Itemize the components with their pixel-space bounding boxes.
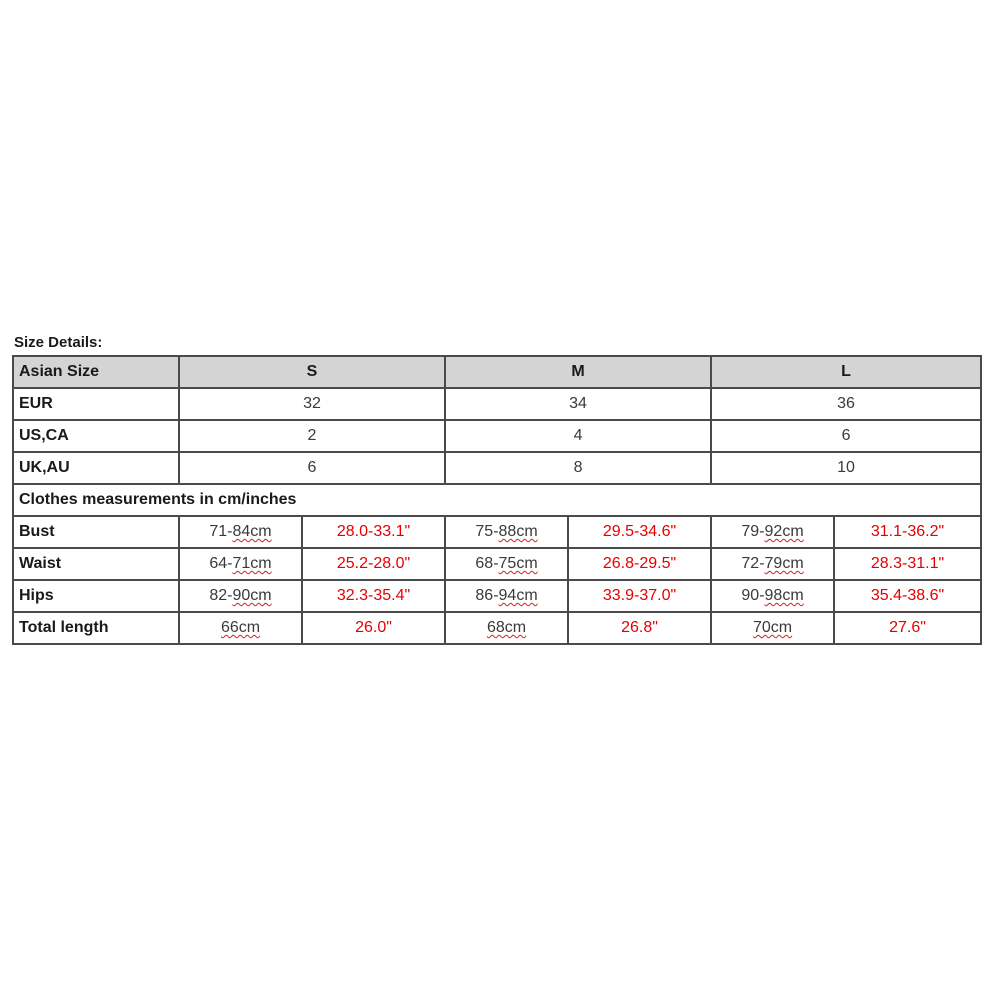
table-cell: 6	[711, 420, 981, 452]
inch-cell: 26.8-29.5"	[568, 548, 711, 580]
inch-cell: 31.1-36.2"	[834, 516, 981, 548]
size-l-header: L	[711, 356, 981, 388]
cm-value: 68cm	[486, 619, 527, 636]
row-label: US,CA	[13, 420, 179, 452]
cm-range-start: 90-	[741, 587, 765, 604]
section-label: Clothes measurements in cm/inches	[13, 484, 981, 516]
table-cell: 10	[711, 452, 981, 484]
inch-cell: 29.5-34.6"	[568, 516, 711, 548]
table-cell: 2	[179, 420, 445, 452]
size-m-header: M	[445, 356, 711, 388]
row-label: Hips	[13, 580, 179, 612]
inch-cell: 28.3-31.1"	[834, 548, 981, 580]
cm-cell	[179, 516, 302, 548]
inch-cell: 28.0-33.1"	[302, 516, 445, 548]
cm-range-start: 72-	[741, 555, 765, 572]
cm-range-end: 88cm	[498, 523, 538, 540]
cm-cell	[711, 580, 834, 612]
cm-range-start: 82-	[209, 587, 233, 604]
table-cell: 8	[445, 452, 711, 484]
table-cell: 6	[179, 452, 445, 484]
conversion-row-us-ca	[13, 420, 981, 452]
cm-range-start: 79-	[741, 523, 765, 540]
cm-range-start: 75-	[475, 523, 499, 540]
row-label: Bust	[13, 516, 179, 548]
header-row	[13, 356, 981, 388]
cm-range-start: 68-	[475, 555, 499, 572]
cm-value: 70cm	[752, 619, 793, 636]
table-cell: 4	[445, 420, 711, 452]
size-s-header: S	[179, 356, 445, 388]
row-label: Total length	[13, 612, 179, 644]
conversion-row-uk-au	[13, 452, 981, 484]
cm-cell	[445, 516, 568, 548]
cm-value: 66cm	[220, 619, 261, 636]
section-row	[13, 484, 981, 516]
cm-cell	[445, 580, 568, 612]
cm-range-end: 90cm	[232, 587, 272, 604]
size-chart-table	[12, 355, 982, 645]
cm-range-end: 92cm	[764, 523, 804, 540]
inch-cell: 27.6"	[834, 612, 981, 644]
cm-range-end: 75cm	[498, 555, 538, 572]
cm-range-start: 64-	[209, 555, 233, 572]
inch-cell: 35.4-38.6"	[834, 580, 981, 612]
cm-cell	[445, 548, 568, 580]
row-label: UK,AU	[13, 452, 179, 484]
page-title: Size Details:	[14, 334, 103, 351]
cm-cell	[711, 516, 834, 548]
inch-cell: 33.9-37.0"	[568, 580, 711, 612]
cm-cell	[179, 548, 302, 580]
cm-range-end: 98cm	[764, 587, 804, 604]
inch-cell: 32.3-35.4"	[302, 580, 445, 612]
conversion-row-eur	[13, 388, 981, 420]
cm-cell	[711, 612, 834, 644]
measurement-row-total-length	[13, 612, 981, 644]
table-cell: 36	[711, 388, 981, 420]
cm-cell	[179, 612, 302, 644]
inch-cell: 25.2-28.0"	[302, 548, 445, 580]
cm-range-end: 71cm	[232, 555, 272, 572]
inch-cell: 26.0"	[302, 612, 445, 644]
measurement-row-waist	[13, 548, 981, 580]
cm-range-end: 84cm	[232, 523, 272, 540]
header-label: Asian Size	[13, 356, 179, 388]
cm-cell	[711, 548, 834, 580]
cm-cell	[179, 580, 302, 612]
inch-cell: 26.8"	[568, 612, 711, 644]
row-label: EUR	[13, 388, 179, 420]
cm-range-start: 86-	[475, 587, 499, 604]
cm-range-end: 94cm	[498, 587, 538, 604]
cm-range-end: 79cm	[764, 555, 804, 572]
table-cell: 34	[445, 388, 711, 420]
cm-range-start: 71-	[209, 523, 233, 540]
measurement-row-hips	[13, 580, 981, 612]
measurement-row-bust	[13, 516, 981, 548]
cm-cell	[445, 612, 568, 644]
table-cell: 32	[179, 388, 445, 420]
row-label: Waist	[13, 548, 179, 580]
